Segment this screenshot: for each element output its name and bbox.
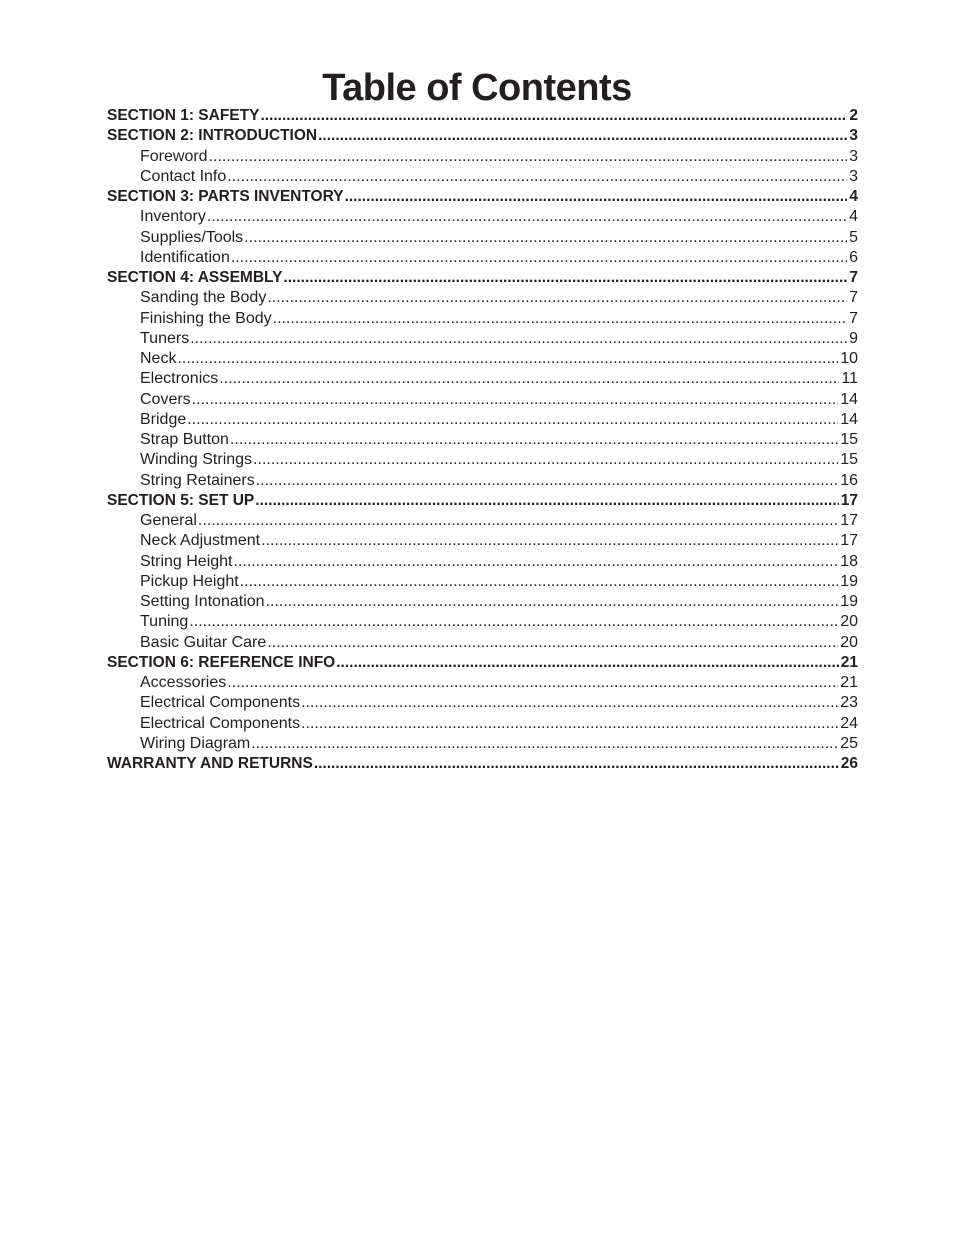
dot-leader	[244, 228, 847, 248]
dot-leader	[240, 572, 838, 592]
dot-leader	[301, 693, 838, 713]
toc-entry-label: Contact Info	[140, 167, 227, 185]
dot-leader	[267, 633, 838, 653]
toc-entry-label: Covers	[140, 390, 191, 408]
toc-entry-label: Wiring Diagram	[140, 734, 251, 752]
toc-page-number: 15	[840, 431, 858, 448]
toc-section-entry[interactable]	[107, 653, 858, 673]
toc-entry-label: String Height	[140, 552, 233, 570]
toc-entry-label: Electrical Components	[140, 714, 301, 732]
toc-entry-label: SECTION 1: SAFETY	[107, 107, 260, 124]
toc-entry-label: Strap Button	[140, 431, 229, 448]
dot-leader	[314, 754, 839, 774]
toc-page-number: 10	[840, 350, 858, 367]
toc-page-number: 19	[840, 572, 858, 590]
toc-page-number: 7	[849, 269, 858, 286]
dot-leader	[266, 592, 839, 612]
toc-subsection-entry[interactable]	[107, 248, 858, 268]
dot-leader	[230, 430, 838, 450]
dot-leader	[253, 450, 838, 470]
toc-subsection-entry[interactable]	[107, 612, 858, 632]
toc-entry-label: Electrical Components	[140, 694, 301, 712]
toc-page-number: 21	[840, 653, 858, 671]
toc-section-entry[interactable]	[107, 754, 858, 774]
toc-page-number: 20	[840, 633, 858, 651]
toc-subsection-entry[interactable]	[107, 207, 858, 227]
toc-page-number: 4	[849, 188, 858, 205]
dot-leader	[260, 106, 847, 126]
toc-entry-label: Neck Adjustment	[140, 532, 261, 550]
toc-subsection-entry[interactable]	[107, 633, 858, 653]
dot-leader	[283, 268, 847, 288]
toc-entry-label: SECTION 5: SET UP	[107, 491, 255, 509]
toc-page-number: 5	[849, 228, 858, 246]
toc-page-number: 15	[840, 451, 858, 469]
toc-page-number: 14	[840, 410, 858, 428]
dot-leader	[234, 552, 839, 572]
dot-leader	[198, 511, 838, 531]
toc-subsection-entry[interactable]	[107, 552, 858, 572]
toc-page-number: 11	[841, 370, 858, 388]
dot-leader	[219, 369, 839, 389]
toc-entry-label: Pickup Height	[140, 572, 239, 590]
toc-entry-label: Accessories	[140, 674, 227, 691]
toc-entry-label: String Retainers	[140, 471, 255, 489]
dot-leader	[273, 309, 847, 329]
toc-subsection-entry[interactable]	[107, 228, 858, 248]
toc-section-entry[interactable]	[107, 491, 858, 511]
toc-subsection-entry[interactable]	[107, 410, 858, 430]
toc-page-number: 3	[849, 167, 858, 185]
dot-leader	[255, 491, 838, 511]
toc-entry-label: Tuners	[140, 329, 190, 347]
toc-subsection-entry[interactable]	[107, 390, 858, 410]
toc-page-number: 7	[849, 309, 858, 327]
dot-leader	[256, 471, 838, 491]
toc-page-number: 21	[840, 674, 858, 691]
toc-section-entry[interactable]	[107, 126, 858, 146]
toc-page-number: 4	[849, 208, 858, 226]
toc-section-entry[interactable]	[107, 268, 858, 288]
toc-page-number: 2	[849, 107, 858, 124]
dot-leader	[187, 410, 838, 430]
table-of-contents	[107, 106, 858, 774]
dot-leader	[301, 714, 838, 734]
toc-page-number: 25	[840, 734, 858, 752]
dot-leader	[267, 288, 847, 308]
toc-page-number: 7	[849, 289, 858, 307]
dot-leader	[318, 126, 847, 146]
toc-subsection-entry[interactable]	[107, 673, 858, 693]
toc-subsection-entry[interactable]	[107, 734, 858, 754]
toc-page-number: 3	[849, 147, 858, 165]
toc-section-entry[interactable]	[107, 187, 858, 207]
toc-section-entry[interactable]	[107, 106, 858, 126]
dot-leader	[261, 531, 838, 551]
toc-subsection-entry[interactable]	[107, 511, 858, 531]
dot-leader	[209, 147, 848, 167]
toc-entry-label: Sanding the Body	[140, 289, 267, 307]
toc-entry-label: General	[140, 512, 197, 529]
toc-subsection-entry[interactable]	[107, 572, 858, 592]
page-title: Table of Contents	[322, 67, 632, 109]
toc-subsection-entry[interactable]	[107, 309, 858, 329]
dot-leader	[207, 207, 847, 227]
toc-entry-label: Tuning	[140, 613, 189, 631]
toc-page-number: 16	[840, 471, 858, 489]
toc-subsection-entry[interactable]	[107, 369, 858, 389]
toc-subsection-entry[interactable]	[107, 450, 858, 470]
toc-page-number: 14	[840, 390, 858, 408]
toc-page-number: 9	[849, 329, 858, 347]
toc-entry-label: Inventory	[140, 208, 206, 226]
toc-page-number: 17	[840, 491, 858, 509]
toc-page-number: 23	[840, 694, 858, 712]
toc-subsection-entry[interactable]	[107, 147, 858, 167]
toc-subsection-entry[interactable]	[107, 288, 858, 308]
dot-leader	[227, 167, 847, 187]
dot-leader	[345, 187, 848, 207]
toc-subsection-entry[interactable]	[107, 167, 858, 187]
dot-leader	[192, 390, 839, 410]
toc-page-number: 19	[840, 593, 858, 610]
toc-entry-label: SECTION 3: PARTS INVENTORY	[107, 188, 344, 205]
toc-entry-label: Electronics	[140, 370, 219, 388]
toc-entry-label: Setting Intonation	[140, 593, 265, 610]
toc-entry-label: Identification	[140, 248, 230, 266]
toc-entry-label: Finishing the Body	[140, 309, 272, 327]
dot-leader	[227, 673, 838, 693]
toc-entry-label: Bridge	[140, 410, 187, 428]
toc-page-number: 3	[849, 127, 858, 145]
dot-leader	[189, 612, 838, 632]
toc-page-number: 17	[840, 532, 858, 550]
toc-subsection-entry[interactable]	[107, 714, 858, 734]
toc-subsection-entry[interactable]	[107, 471, 858, 491]
toc-entry-label: WARRANTY AND RETURNS	[107, 755, 313, 772]
toc-subsection-entry[interactable]	[107, 592, 858, 612]
toc-entry-label: SECTION 4: ASSEMBLY	[107, 269, 283, 286]
toc-page-number: 20	[840, 613, 858, 631]
toc-subsection-entry[interactable]	[107, 329, 858, 349]
toc-entry-label: Winding Strings	[140, 451, 253, 469]
toc-entry-label: SECTION 6: REFERENCE INFO	[107, 653, 336, 671]
toc-subsection-entry[interactable]	[107, 349, 858, 369]
dot-leader	[231, 248, 847, 268]
toc-entry-label: Neck	[140, 350, 177, 367]
toc-page-number: 26	[840, 755, 858, 772]
toc-subsection-entry[interactable]	[107, 693, 858, 713]
dot-leader	[251, 734, 838, 754]
toc-page-number: 24	[840, 714, 858, 732]
toc-page-number: 17	[840, 512, 858, 529]
toc-page-number: 18	[840, 552, 858, 570]
toc-entry-label: Supplies/Tools	[140, 228, 244, 246]
toc-subsection-entry[interactable]	[107, 430, 858, 450]
toc-entry-label: Foreword	[140, 147, 208, 165]
toc-page-number: 6	[849, 248, 858, 266]
toc-entry-label: Basic Guitar Care	[140, 633, 267, 651]
dot-leader	[190, 329, 847, 349]
toc-entry-label: SECTION 2: INTRODUCTION	[107, 127, 318, 145]
toc-subsection-entry[interactable]	[107, 531, 858, 551]
dot-leader	[177, 349, 838, 369]
dot-leader	[336, 653, 839, 673]
